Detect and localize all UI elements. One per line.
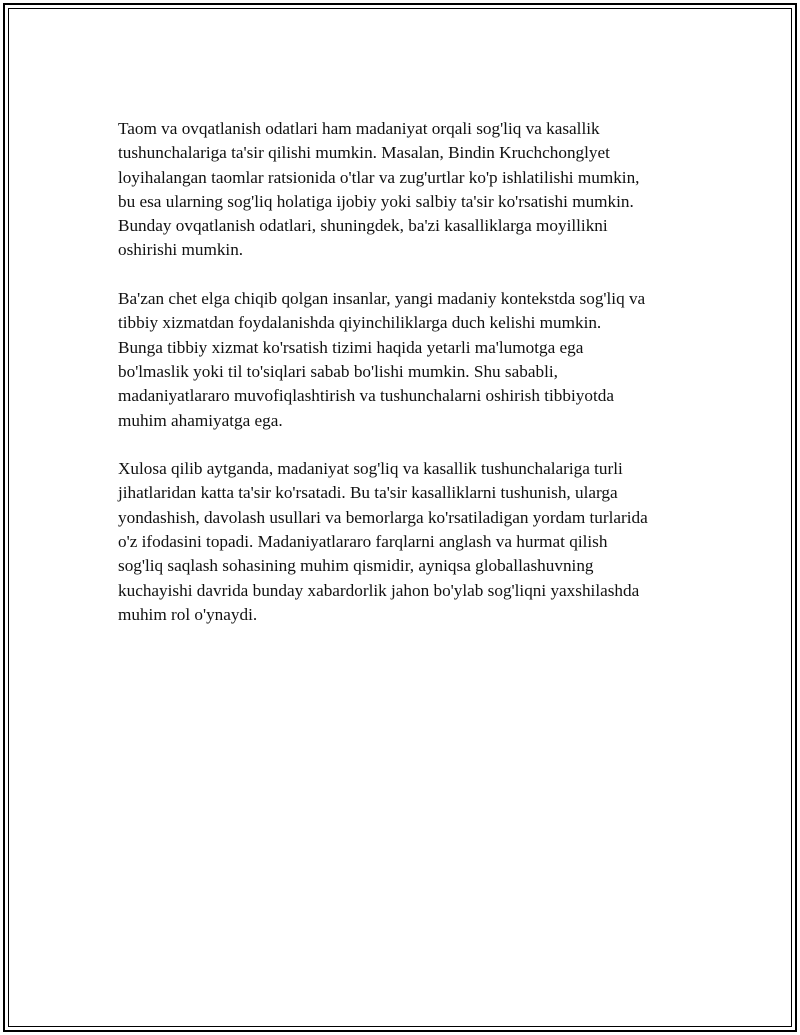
paragraph-abroad-healthcare: Ba'zan chet elga chiqib qolgan insanlar, yangi madaniy kontekstda sog'liq va tibbiy xizmatdan foydalanishda qiyinchiliklarga duch kelishi mumkin. Bunga tibbiy xizmat ko'rsatish tizimi haqida yetarli ma'lumotga ega bo'lmaslik yoki til to'siqlari sabab bo'lishi mumkin. Shu sababli, madaniyatlararo muvofiqlashtirish va tushunchalarni oshirish tibbiyotda muhim ahamiyatga ega. — [118, 289, 646, 430]
paragraph-food-habits: Taom va ovqatlanish odatlari ham madaniyat orqali sog'liq va kasallik tushunchalariga ta'sir qilishi mumkin. Masalan, Bindin Kruchchonglyet loyihalangan taomlar ratsionida o'tlar va zug'urtlar ko'p ishlatilishi mumkin, bu esa ularning sog'liq holatiga ijobiy yoki salbiy ta'sir ko'rsatishi mumkin. Bunday ovqatlanish odatlari, shuningdek, ba'zi kasalliklarga moyillikni oshirishi mumkin. — [118, 119, 640, 260]
paragraph-conclusion: Xulosa qilib aytganda, madaniyat sog'liq va kasallik tushunchalariga turli jihatlaridan katta ta'sir ko'rsatadi. Bu ta'sir kasalliklarni tushunish, ularga yondashish, davolash usullari va bemorlarga ko'rsatiladigan yordam turlarida o'z ifodasini topadi. Madaniyatlararo farqlarni anglash va hurmat qilish sog'liq saqlash sohasining muhim qismidir, ayniqsa globallashuvning kuchayishi davrida bunday xabardorlik jahon bo'ylab sog'liqni yaxshilashda muhim rol o'ynaydi. — [118, 459, 648, 624]
document-body — [118, 117, 698, 652]
